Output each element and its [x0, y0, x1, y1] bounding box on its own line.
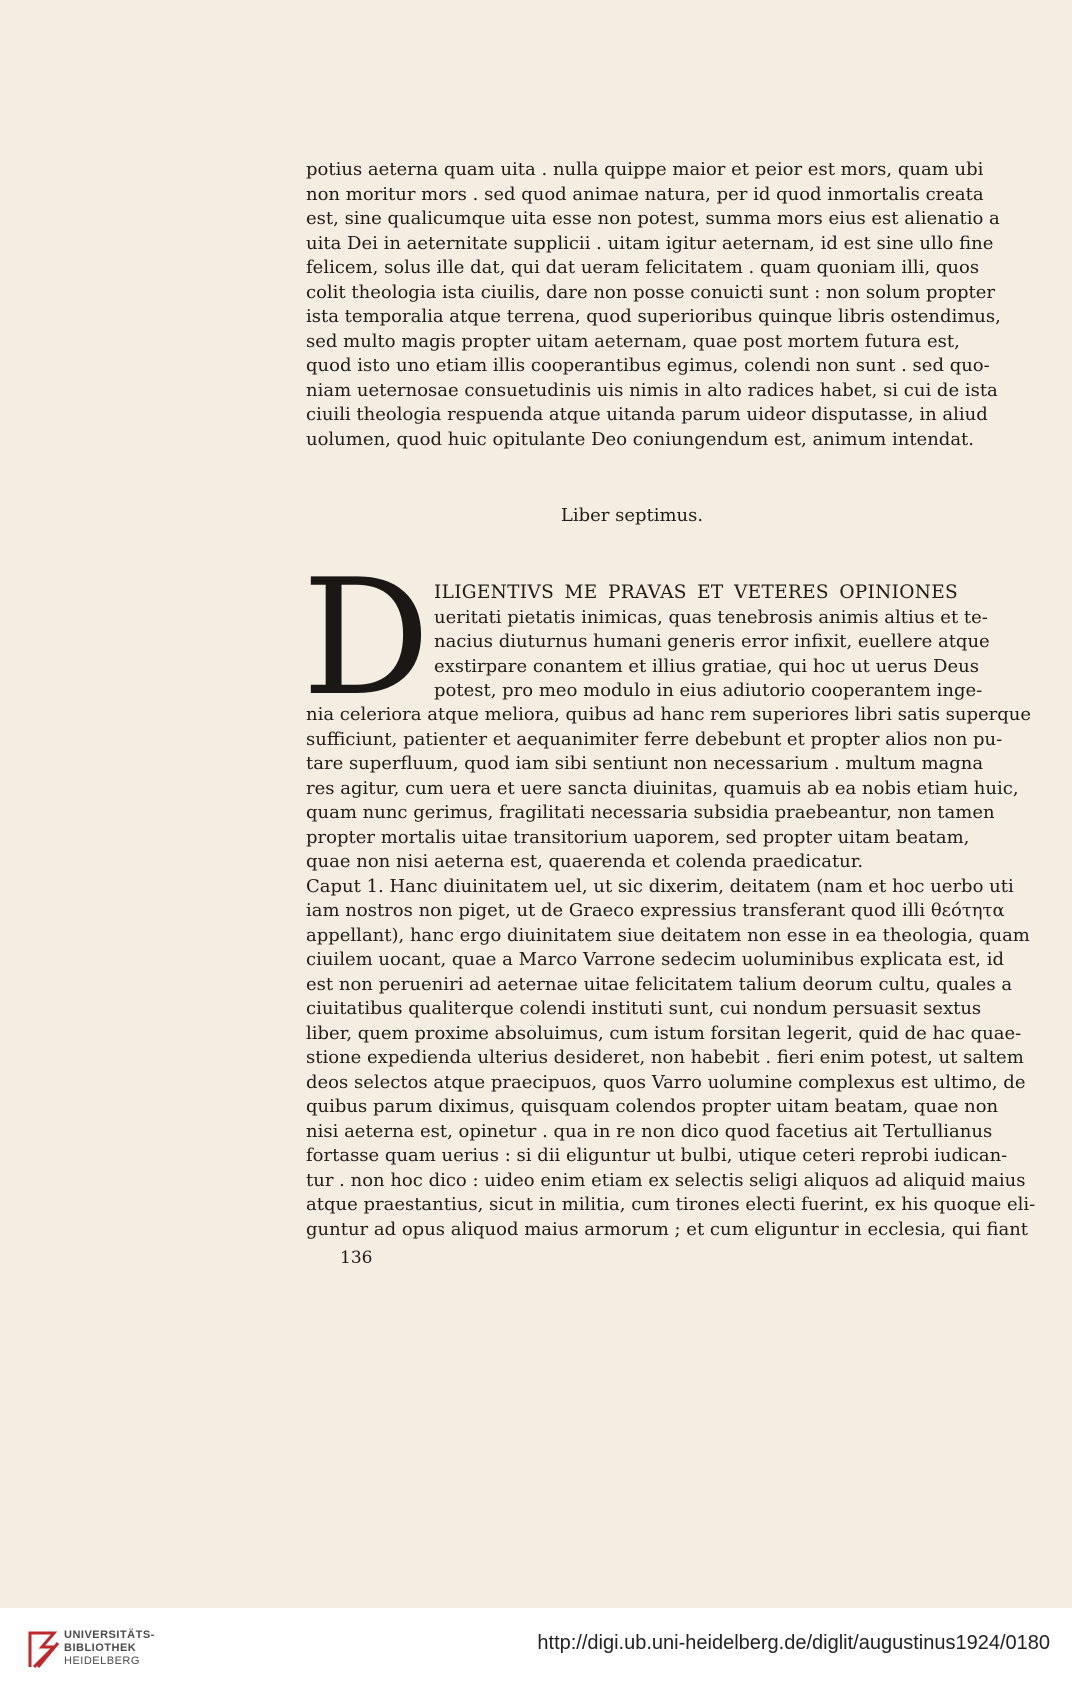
text-line: fortasse quam uerius : si dii eliguntur ut bulbi, utique ceteri reprobi iudican- — [306, 1145, 1008, 1166]
library-name — [64, 1629, 155, 1668]
footer-bar — [0, 1608, 1072, 1683]
text-line: tur . non hoc dico : uideo enim etiam ex selectis seligi aliquos ad aliquid maius — [306, 1169, 1026, 1191]
text-line: quae non nisi aeterna est, quaerenda et colenda praedicatur. — [306, 851, 864, 872]
chapter-body — [306, 703, 1036, 1242]
text-line: sufficiunt, patienter et aequanimiter ferre debebunt et propter alios non pu- — [306, 728, 1003, 750]
permalink-url[interactable]: http://digi.ub.uni-heidelberg.de/diglit/augustinus1924/0180 — [537, 1632, 1050, 1654]
page-number: 136 — [340, 1248, 373, 1268]
text-line: propter mortalis uitae transitorium uaporem, sed propter uitam beatam, — [306, 826, 970, 848]
text-line: uolumen, quod huic opitulante Deo coniungendum est, animum intendat. — [306, 428, 975, 450]
text-line: colit theologia ista ciuilis, dare non posse conuicti sunt : non solum propter — [306, 281, 996, 303]
text-line: ciuili theologia respuenda atque uitanda parum uideor disputasse, in aliud — [306, 404, 988, 425]
text-line: appellant), hanc ergo diuinitatem siue deitatem non esse in ea theologia, quam — [306, 924, 1030, 946]
drop-cap: D — [302, 544, 431, 731]
text-line: ciuitatibus qualiterque colendi instituti sunt, cui nondum persuasit sextus — [306, 998, 982, 1019]
text-line: stione expedienda ulterius desideret, non habebit . fieri enim potest, ut saltem — [306, 1047, 1024, 1068]
text-line: deos selectos atque praecipuos, quos Varro uolumine complexus est ultimo, de — [306, 1071, 1026, 1093]
text-line: nisi aeterna est, opinetur . qua in re non dico quod facetius ait Tertullianus — [306, 1120, 993, 1142]
text-line: felicem, solus ille dat, qui dat ueram felicitatem . quam quoniam illi, quos — [306, 257, 980, 278]
text-line: guntur ad opus aliquod maius armorum ; et cum eliguntur in ecclesia, qui fiant — [306, 1218, 1029, 1240]
text-line: quibus parum diximus, quisquam colendos propter uitam beatam, quae non — [306, 1096, 999, 1117]
library-name-line: BIBLIOTHEK — [64, 1642, 137, 1654]
text-line: niam ueternosae consuetudinis uis nimis in alto radices habet, si cui de ista — [306, 379, 998, 401]
text-line: sed multo magis propter uitam aeternam, quae post mortem futura est, — [306, 330, 960, 352]
text-line: ILIGENTIVS ME PRAVAS ET VETERES OPINIONES — [434, 582, 958, 603]
text-line: tare superfluum, quod iam sibi sentiunt non necessarium . multum magna — [306, 753, 984, 774]
paragraph-continued — [306, 158, 1001, 452]
text-line: atque praestantius, sicut in militia, cum tirones electi fuerint, ex his quoque eli- — [306, 1194, 1036, 1215]
text-line: est non perueniri ad aeternae uitae felicitatem talium deorum cultu, quales a — [306, 973, 1013, 995]
chapter-opening — [434, 581, 990, 704]
text-line: ueritati pietatis inimicas, quas tenebrosis animis altius et te- — [434, 606, 988, 628]
text-line: res agitur, cum uera et uere sancta diuinitas, quamuis ab ea nobis etiam huic, — [306, 777, 1019, 799]
text-line: exstirpare conantem et illius gratiae, qui hoc ut uerus Deus — [434, 655, 979, 677]
text-line: nacius diuturnus humani generis error infixit, euellere atque — [434, 631, 990, 652]
text-line: quod isto uno etiam illis cooperantibus egimus, colendi non sunt . sed quo- — [306, 355, 990, 376]
text-line: non moritur mors . sed quod animae natura, per id quod inmortalis creata — [306, 183, 984, 205]
library-name-line: UNIVERSITÄTS- — [64, 1629, 155, 1641]
library-logo-icon[interactable] — [24, 1627, 64, 1671]
text-line: quam nunc gerimus, fragilitati necessaria subsidia praebeantur, non tamen — [306, 802, 995, 823]
text-line: liber, quem proxime absoluimus, cum istum forsitan legerit, quid de hac quae- — [306, 1022, 1022, 1044]
text-line: ista temporalia atque terrena, quod superioribus quinque libris ostendimus, — [306, 306, 1001, 327]
text-line: Caput 1. Hanc diuinitatem uel, ut sic dixerim, deitatem (nam et hoc uerbo uti — [306, 875, 1014, 897]
text-line: iam nostros non piget, ut de Graeco expressius transferant quod illi θεότητα — [306, 900, 1005, 921]
text-line: ciuilem uocant, quae a Marco Varrone sedecim uoluminibus explicata est, id — [306, 949, 1004, 970]
library-name-line: HEIDELBERG — [64, 1655, 140, 1667]
text-line: potest, pro meo modulo in eius adiutorio cooperantem inge- — [434, 680, 983, 701]
text-line: potius aeterna quam uita . nulla quippe maior et peior est mors, quam ubi — [306, 159, 984, 180]
text-line: uita Dei in aeternitate supplicii . uitam igitur aeternam, id est sine ullo fine — [306, 232, 994, 254]
text-line: nia celeriora atque meliora, quibus ad hanc rem superiores libri satis superque — [306, 704, 1032, 725]
text-line: est, sine qualicumque uita esse non potest, summa mors eius est alienatio a — [306, 208, 1000, 229]
book-heading: Liber septimus. — [560, 505, 704, 526]
